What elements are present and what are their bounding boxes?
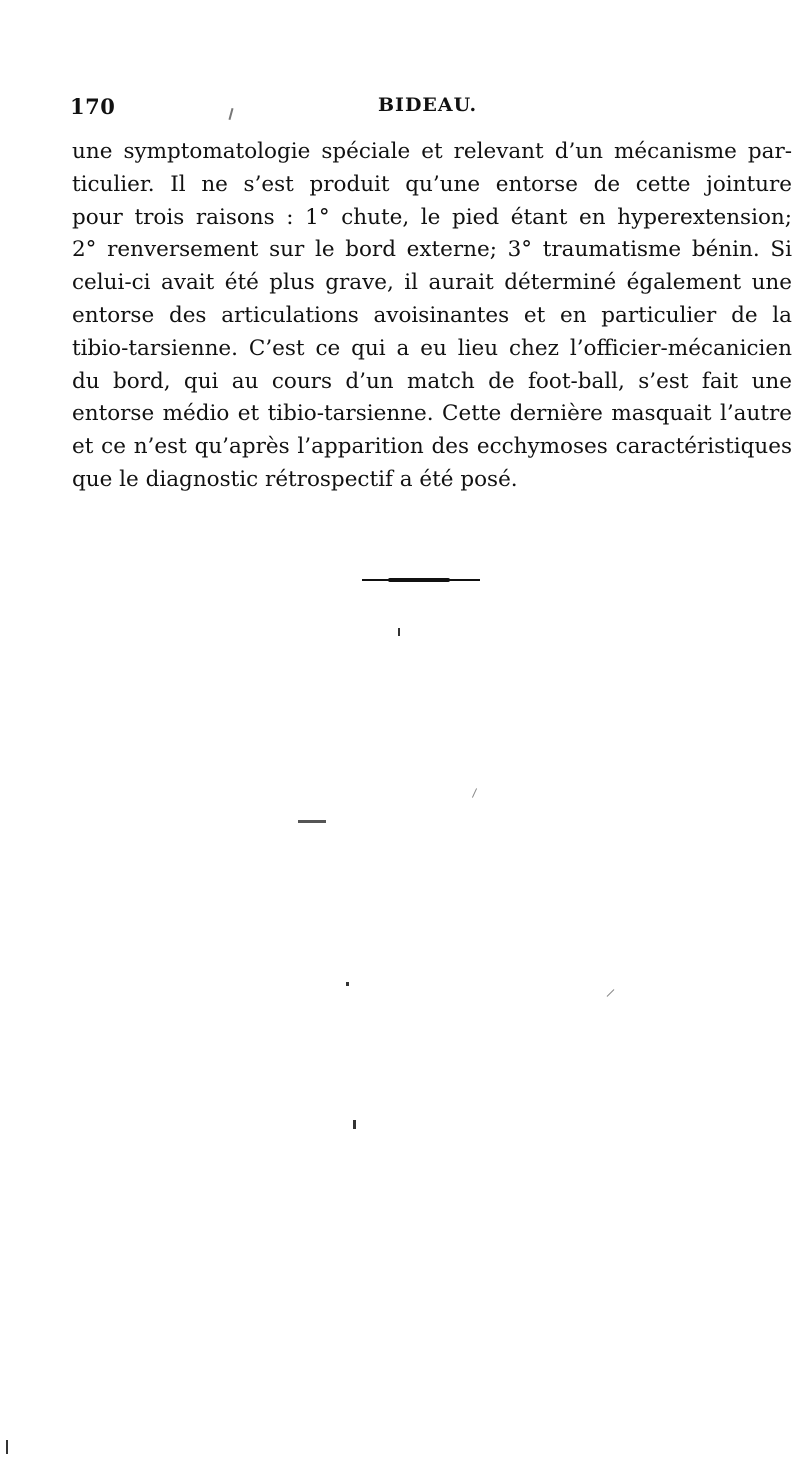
scan-speck xyxy=(398,628,400,636)
scan-speck xyxy=(6,1440,8,1454)
text-line: entorse des articulations avoisinantes et en particulier de la xyxy=(72,302,792,328)
scan-speck xyxy=(228,108,233,120)
text-line: que le diagnostic rétrospectif a été posé. xyxy=(72,466,518,492)
text-line: et ce n’est qu’après l’apparition des ecchymoses caractéristiques xyxy=(72,434,792,460)
text-line: tibio-tarsienne. C’est ce qui a eu lieu chez l’officier-mécanicien xyxy=(72,335,792,361)
scan-speck xyxy=(298,820,326,823)
scan-speck xyxy=(353,1120,356,1129)
page-number: 170 xyxy=(70,94,116,119)
scan-speck xyxy=(607,989,615,997)
text-line: entorse médio et tibio-tarsienne. Cette dernière masquait l’autre xyxy=(72,401,792,427)
text-line: 2° renversement sur le bord externe; 3° traumatisme bénin. Si xyxy=(72,237,792,263)
text-line: une symptomatologie spéciale et relevant d’un mécanisme par- xyxy=(72,139,792,164)
text-line: pour trois raisons : 1° chute, le pied étant en hyperextension; xyxy=(72,204,792,230)
text-line: ticulier. Il ne s’est produit qu’une entorse de cette jointure xyxy=(72,171,792,197)
section-end-rule-center xyxy=(388,578,450,582)
running-head: BIDEAU. xyxy=(378,94,478,116)
text-line: celui-ci avait été plus grave, il aurait déterminé également une xyxy=(72,270,792,296)
text-line: du bord, qui au cours d’un match de foot-ball, s’est fait une xyxy=(72,368,792,394)
scan-speck xyxy=(472,788,477,797)
body-paragraph xyxy=(72,136,792,497)
scan-speck xyxy=(346,982,349,986)
